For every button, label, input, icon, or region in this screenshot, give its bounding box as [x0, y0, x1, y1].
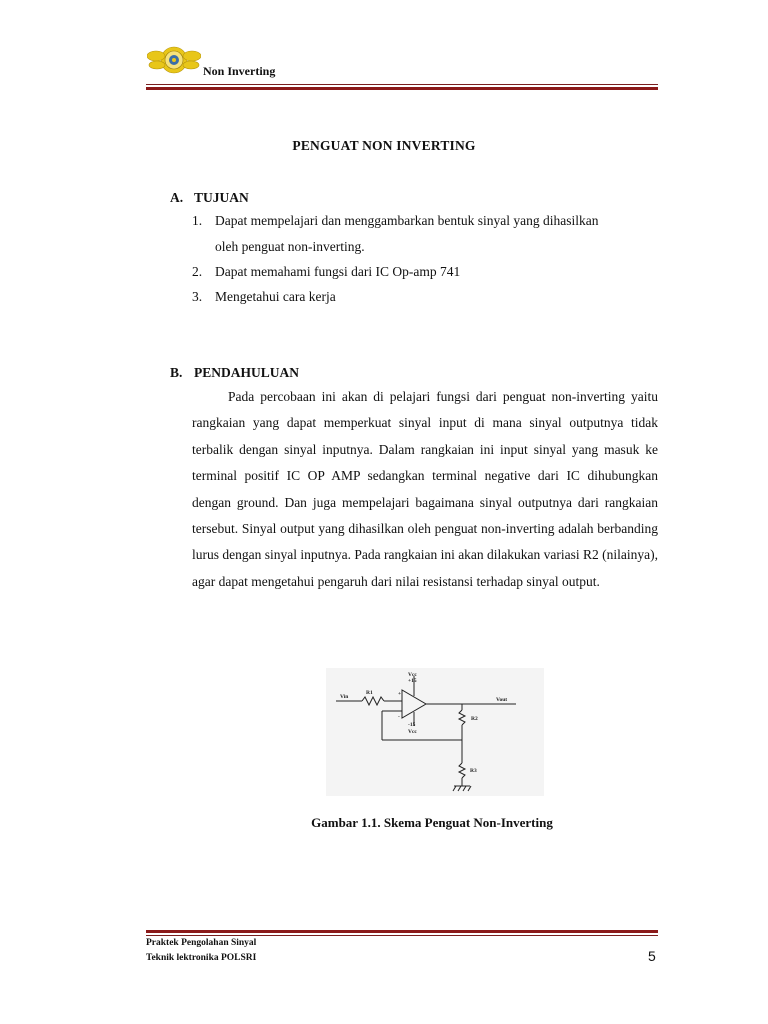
- list-item-text: oleh penguat non-inverting.: [215, 239, 365, 254]
- header-title: Non Inverting: [203, 64, 276, 78]
- university-logo: [147, 42, 201, 78]
- footer-institution: Teknik lektronika POLSRI: [146, 953, 257, 963]
- section-b-letter: B.: [170, 365, 183, 380]
- section-b-title: PENDAHULUAN: [194, 365, 300, 380]
- vout-label: Vout: [496, 697, 508, 703]
- footer-course: Praktek Pengolahan Sinyal: [146, 938, 257, 948]
- header-rule-thin: [146, 84, 658, 85]
- list-item-number: 3.: [192, 289, 203, 304]
- page-title: PENGUAT NON INVERTING: [292, 138, 476, 153]
- figure-caption: Gambar 1.1. Skema Penguat Non-Inverting: [311, 815, 553, 830]
- intro-paragraph: Pada percobaan ini akan di pelajari fungsi dari penguat non-inverting yaitu rangkaian yang dapat memperkuat sinyal input di mana sinyal outputnya tidak terbalik dengan sinyal inputnya. Dalam rangkaian ini input sinyal yang masuk ke terminal positif IC OP AMP sedangkan terminal negative dari IC dihubungkan dengan ground. Dan juga mempelajari bagaimana sinyal outputnya dari rangkaian tersebut. Sinyal output yang dihasilkan oleh penguat non-inverting adalah berbanding lurus dengan sinyal inputnya. Pada rangkaian ini akan dilakukan variasi R2 (nilainya), agar dapat mengetahui pengaruh dari nilai resistansi terhadap sinyal output.: [192, 389, 659, 589]
- list-item-number: 1.: [192, 213, 203, 228]
- section-a-title: TUJUAN: [194, 190, 249, 205]
- plus15-label: +15: [408, 678, 417, 684]
- r1-label: R1: [366, 690, 373, 696]
- minus15-label: -15: [408, 722, 416, 728]
- plus-terminal-label: +: [398, 691, 402, 697]
- footer-rule-thin: [146, 935, 658, 936]
- vcc-bottom-label: Vcc: [408, 729, 417, 735]
- minus-terminal-label: -: [398, 714, 400, 720]
- circuit-diagram: [326, 668, 544, 796]
- header-rule-thick: [146, 87, 658, 90]
- r3-label: R3: [470, 768, 477, 774]
- section-a-letter: A.: [170, 190, 184, 205]
- list-item-text: Dapat mempelajari dan menggambarkan bentuk sinyal yang dihasilkan: [215, 213, 599, 228]
- page-number: 5: [648, 948, 656, 964]
- list-item-text: Dapat memahami fungsi dari IC Op-amp 741: [215, 264, 461, 279]
- list-item-number: 2.: [192, 264, 203, 279]
- r2-label: R2: [471, 716, 478, 722]
- vcc-top-label: Vcc: [408, 672, 417, 678]
- footer-rule-thick: [146, 930, 658, 933]
- list-item-text: Mengetahui cara kerja: [215, 289, 336, 304]
- vin-label: Vin: [340, 694, 349, 700]
